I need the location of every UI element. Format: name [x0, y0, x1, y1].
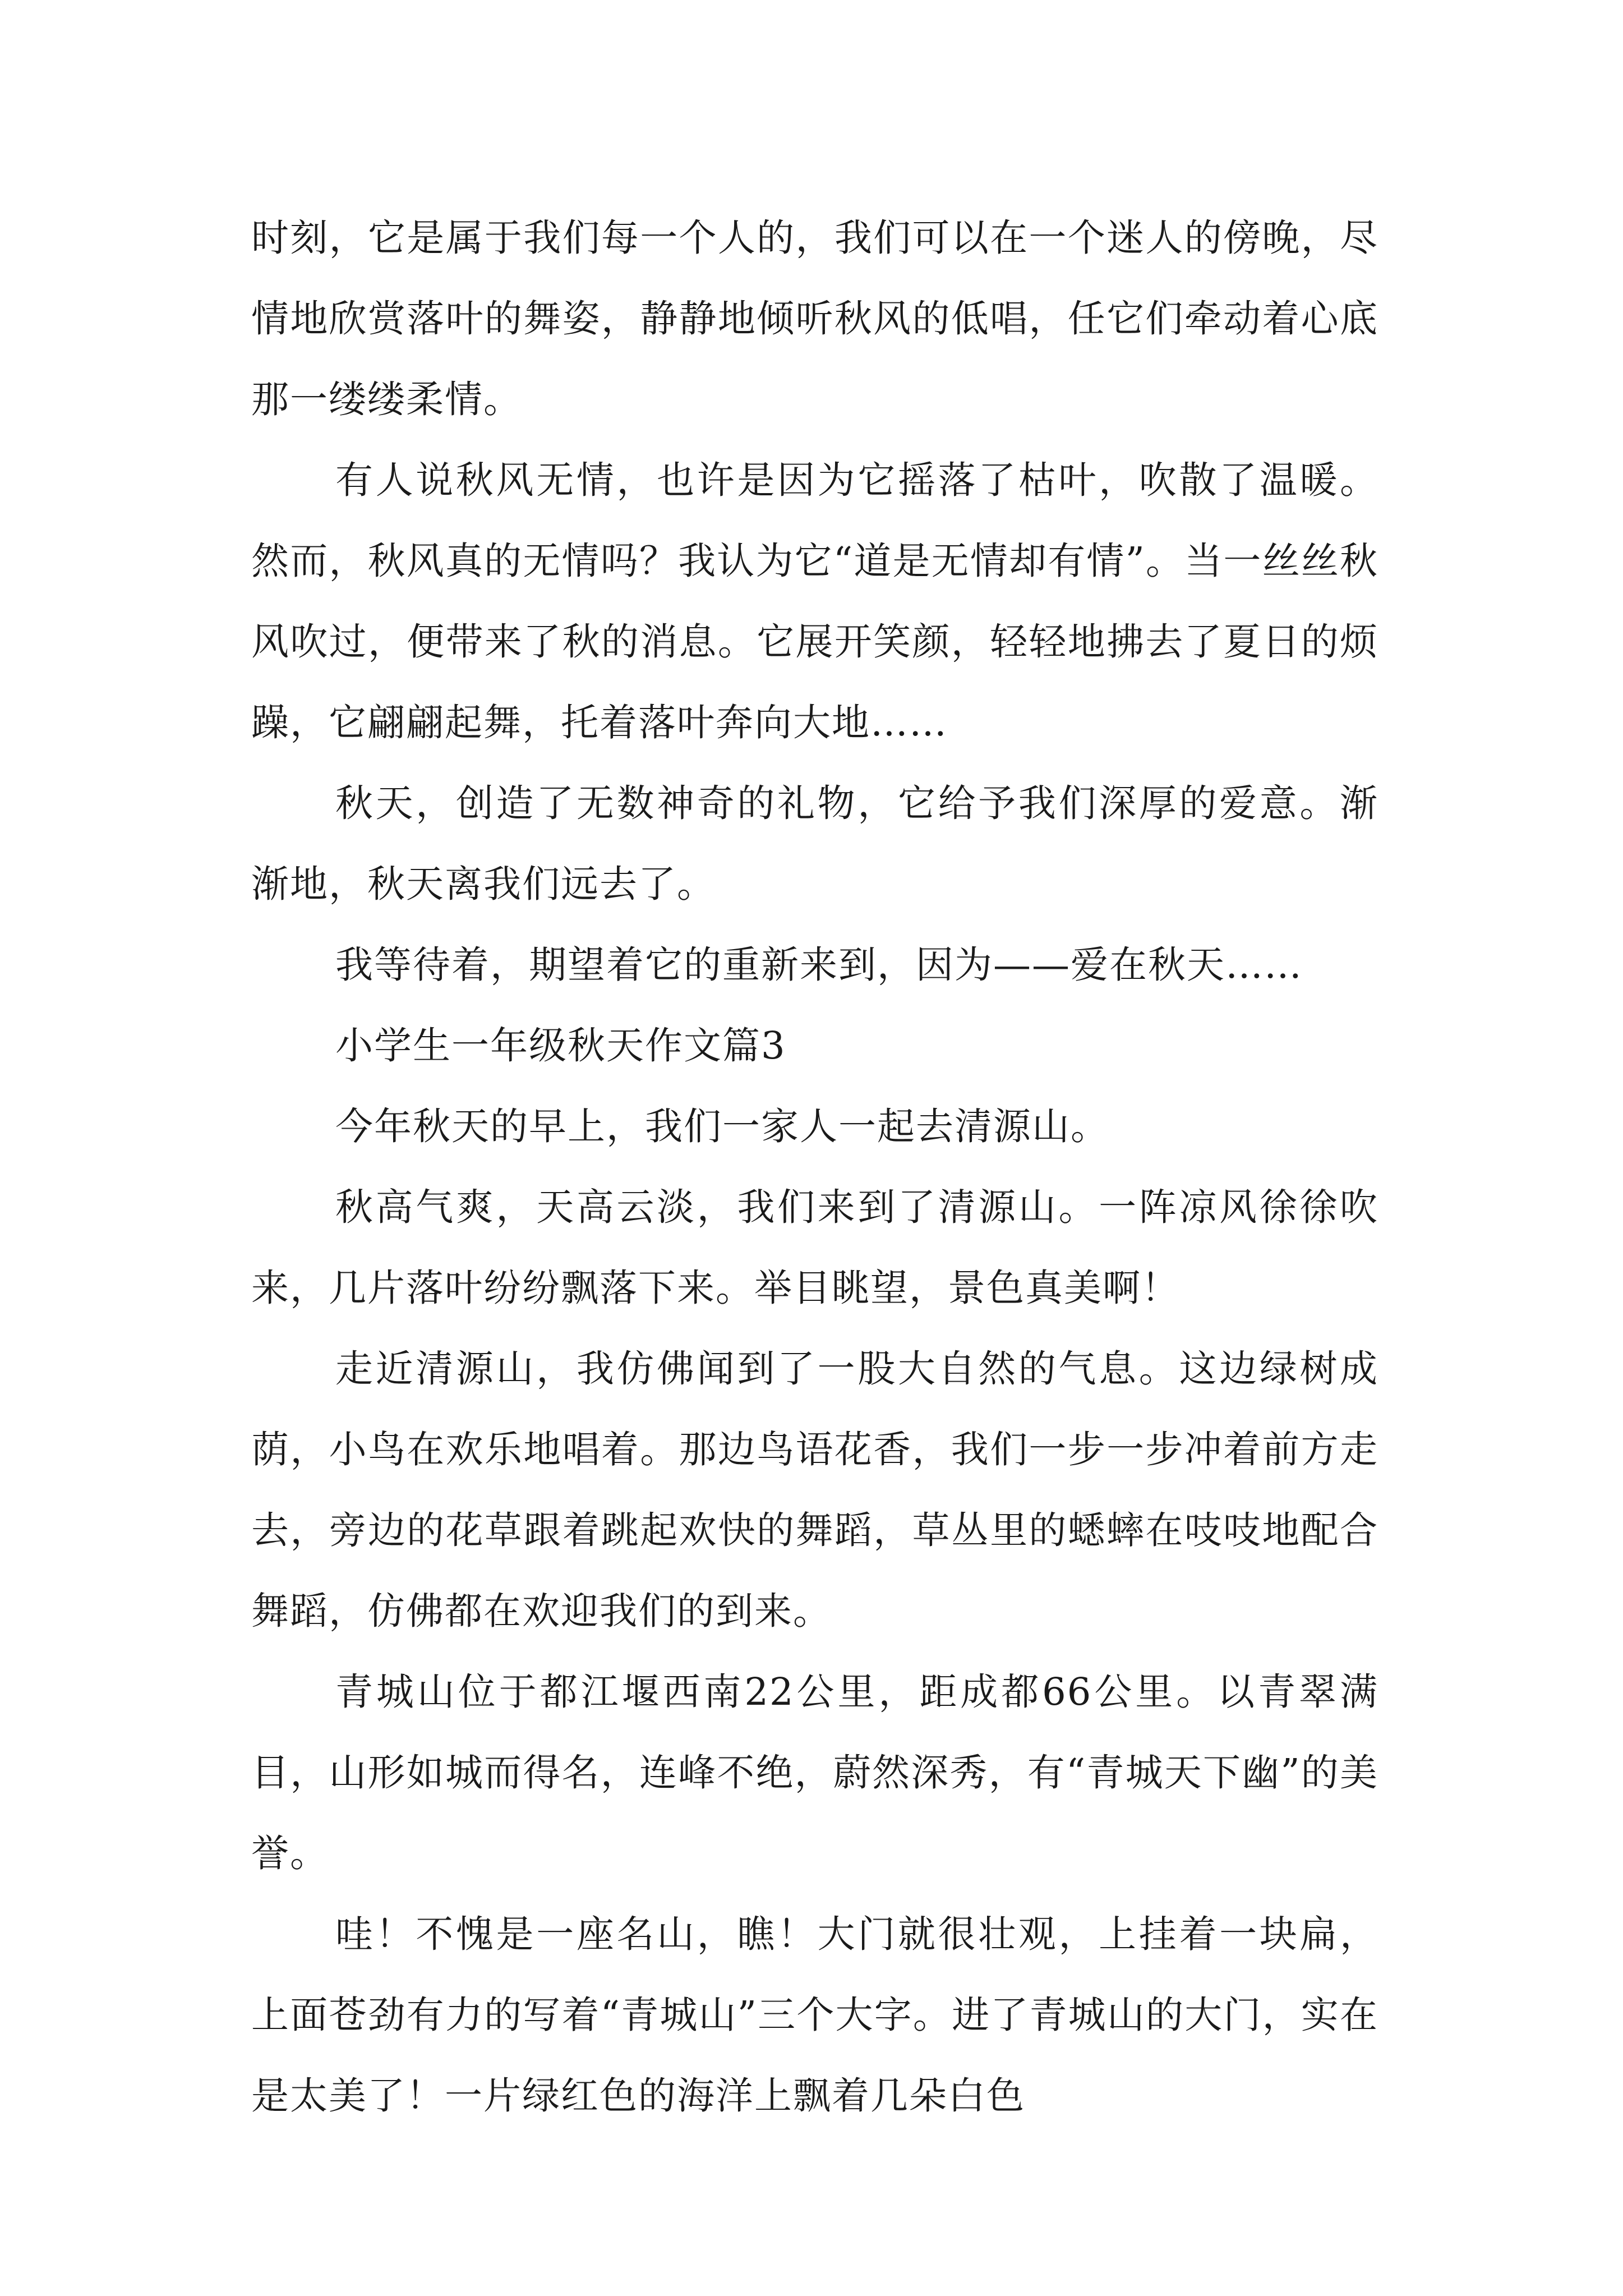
paragraph-10: 哇！不愧是一座名山，瞧！大门就很壮观，上挂着一块扁，上面苍劲有力的写着“青城山”三个大字。进了青城山的大门，实在是太美了！一片绿红色的海洋上飘着几朵白色: [251, 1912, 1378, 2118]
section-heading: 小学生一年级秋天作文篇3: [335, 1024, 786, 1068]
paragraph-2: 有人说秋风无情，也许是因为它摇落了枯叶，吹散了温暖。然而，秋风真的无情吗？我认为它“道是无情却有情”。当一丝丝秋风吹过，便带来了秋的消息。它展开笑颜，轻轻地拂去了夏日的烦躁，它翩翩起舞，托着落叶奔向大地……: [251, 458, 1378, 744]
paragraph-6: 今年秋天的早上，我们一家人一起去清源山。: [335, 1105, 1109, 1148]
paragraph-7: 秋高气爽，天高云淡，我们来到了清源山。一阵凉风徐徐吹来，几片落叶纷纷飘落下来。举目眺望，景色真美啊！: [251, 1185, 1378, 1310]
document-body: [251, 197, 1378, 2136]
paragraph-9: 青城山位于都江堰西南22公里，距成都66公里。以青翠满目，山形如城而得名，连峰不绝，蔚然深秀，有“青城天下幽”的美誉。: [251, 1670, 1378, 1875]
paragraph-4: 我等待着，期望着它的重新来到，因为——爱在秋天……: [335, 943, 1303, 987]
paragraph-8: 走近清源山，我仿佛闻到了一股大自然的气息。这边绿树成荫，小鸟在欢乐地唱着。那边鸟语花香，我们一步一步冲着前方走去，旁边的花草跟着跳起欢快的舞蹈，草丛里的蟋蟀在吱吱地配合舞蹈，仿佛都在欢迎我们的到来。: [251, 1347, 1378, 1633]
paragraph-1: 时刻，它是属于我们每一个人的，我们可以在一个迷人的傍晚，尽情地欣赏落叶的舞姿，静静地倾听秋风的低唱，任它们牵动着心底那一缕缕柔情。: [251, 216, 1378, 421]
paragraph-3: 秋天，创造了无数神奇的礼物，它给予我们深厚的爱意。渐渐地，秋天离我们远去了。: [251, 781, 1378, 906]
